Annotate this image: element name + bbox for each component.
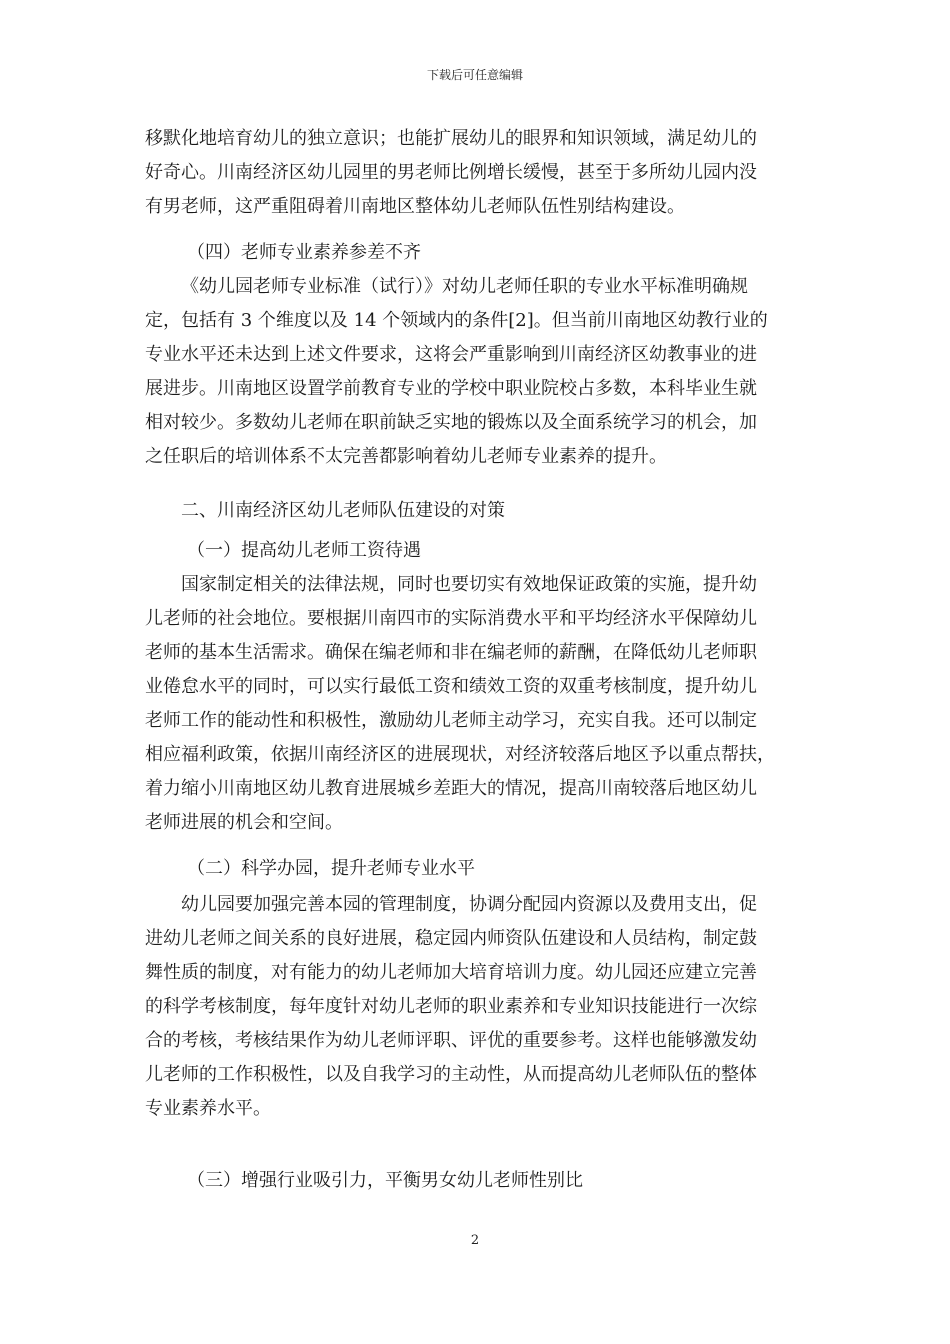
chapter-heading: 二、川南经济区幼儿老师队伍建设的对策 bbox=[181, 500, 505, 521]
text-line: 的科学考核制度，每年度针对幼儿老师的职业素养和专业知识技能进行一次综 bbox=[145, 996, 757, 1017]
text-line: 专业水平还未达到上述文件要求，这将会严重影响到川南经济区幼教事业的进 bbox=[145, 344, 757, 365]
text-line: 好奇心。川南经济区幼儿园里的男老师比例增长缓慢，甚至于多所幼儿园内没 bbox=[145, 162, 757, 183]
text-line: 之任职后的培训体系不太完善都影响着幼儿老师专业素养的提升。 bbox=[145, 446, 667, 467]
paragraph-first-line: 国家制定相关的法律法规，同时也要切实有效地保证政策的实施，提升幼 bbox=[181, 574, 757, 595]
page-number: 2 bbox=[470, 1233, 480, 1248]
text-line: 儿老师的工作积极性，以及自我学习的主动性，从而提高幼儿老师队伍的整体 bbox=[145, 1064, 757, 1085]
text-line: 儿老师的社会地位。要根据川南四市的实际消费水平和平均经济水平保障幼儿 bbox=[145, 608, 757, 629]
paragraph-first-line: 《幼儿园老师专业标准（试行）》对幼儿老师任职的专业水平标准明确规 bbox=[181, 276, 748, 297]
text-line: 相对较少。多数幼儿老师在职前缺乏实地的锻炼以及全面系统学习的机会，加 bbox=[145, 412, 757, 433]
text-line: 业倦怠水平的同时，可以实行最低工资和绩效工资的双重考核制度，提升幼儿 bbox=[145, 676, 757, 697]
text-line: 相应福利政策，依据川南经济区的进展现状，对经济较落后地区予以重点帮扶， bbox=[145, 744, 775, 765]
text-line: 进幼儿老师之间关系的良好进展，稳定园内师资队伍建设和人员结构，制定鼓 bbox=[145, 928, 757, 949]
section-heading: （四）老师专业素养参差不齐 bbox=[187, 242, 421, 263]
text-line: 老师进展的机会和空间。 bbox=[145, 812, 343, 833]
section-heading: （二）科学办园，提升老师专业水平 bbox=[187, 858, 475, 879]
text-line: 合的考核，考核结果作为幼儿老师评职、评优的重要参考。这样也能够激发幼 bbox=[145, 1030, 757, 1051]
section-heading: （一）提高幼儿老师工资待遇 bbox=[187, 540, 421, 561]
text-line: 着力缩小川南地区幼儿教育进展城乡差距大的情况，提高川南较落后地区幼儿 bbox=[145, 778, 757, 799]
page-header-note: 下载后可任意编辑 bbox=[426, 68, 523, 82]
text-line: 老师的基本生活需求。确保在编老师和非在编老师的薪酬，在降低幼儿老师职 bbox=[145, 642, 757, 663]
text-line: 定，包括有 3 个维度以及 14 个领域内的条件[2]。但当前川南地区幼教行业的 bbox=[145, 310, 768, 331]
text-line: 老师工作的能动性和积极性，激励幼儿老师主动学习，充实自我。还可以制定 bbox=[145, 710, 757, 731]
section-heading: （三）增强行业吸引力，平衡男女幼儿老师性别比 bbox=[187, 1170, 583, 1191]
paragraph-first-line: 幼儿园要加强完善本园的管理制度，协调分配园内资源以及费用支出，促 bbox=[181, 894, 757, 915]
text-line: 专业素养水平。 bbox=[145, 1098, 271, 1119]
text-line: 有男老师，这严重阻碍着川南地区整体幼儿老师队伍性别结构建设。 bbox=[145, 196, 685, 217]
text-line: 展进步。川南地区设置学前教育专业的学校中职业院校占多数，本科毕业生就 bbox=[145, 378, 757, 399]
text-line: 移默化地培育幼儿的独立意识；也能扩展幼儿的眼界和知识领域，满足幼儿的 bbox=[145, 128, 757, 149]
text-line: 舞性质的制度，对有能力的幼儿老师加大培育培训力度。幼儿园还应建立完善 bbox=[145, 962, 757, 983]
